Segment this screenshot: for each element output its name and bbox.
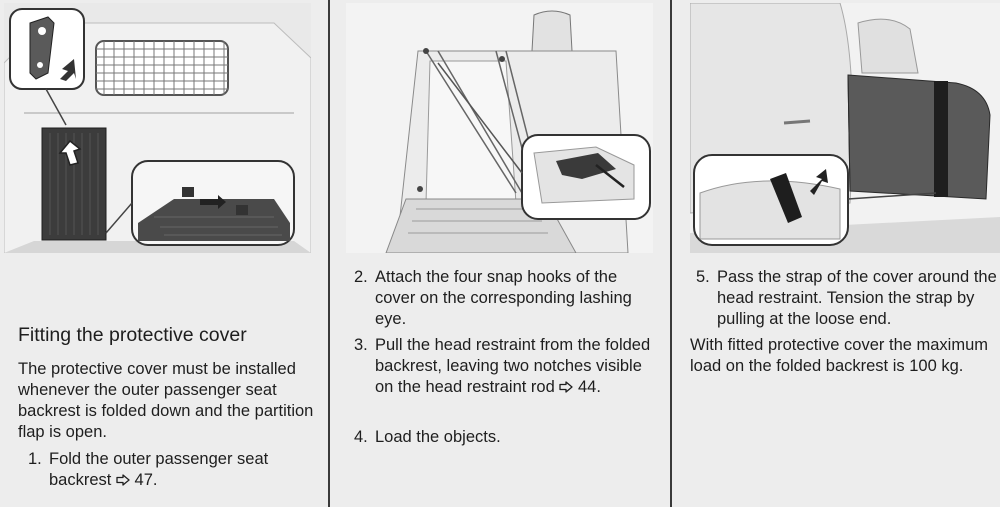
page-reference[interactable]: 44. [559,378,601,396]
step-number: 2. [354,268,368,286]
step-text: Fold the outer passenger seat backrest [49,450,269,489]
page-ref-arrow-icon [559,381,573,393]
step-number: 3. [354,336,368,354]
right-column [672,0,1000,507]
step-text: Attach the four snap hooks of the cover on the corresponding lashing eye. [375,268,632,328]
step-1 [28,449,318,491]
step-text: Pass the strap of the cover around the head restraint. Tension the strap by pulling at the loose end. [717,268,997,328]
page-ref-arrow-icon [116,474,130,486]
detail-inset [522,135,650,219]
step-number: 4. [354,428,368,446]
middle-column [330,0,670,507]
section-title: Fitting the protective cover [18,324,247,346]
intro-paragraph: The protective cover must be installed whenever the outer passenger seat backrest is folded down and the partition flap is open. [18,360,314,441]
step-4 [354,427,658,448]
step-text: Load the objects. [375,428,501,446]
step-5 [696,267,1000,330]
step-number: 5. [696,268,710,286]
detail-inset [132,161,294,245]
step-text: Pull the head restraint from the folded backrest, leaving two notches visible on the head restraint rod [375,336,651,396]
strap-illustration [690,3,1000,253]
detail-inset [10,9,84,89]
load-note: With fitted protective cover the maximum load on the folded backrest is 100 kg. [690,336,989,375]
snap-hooks-illustration [346,3,653,253]
left-column [0,0,328,507]
detail-inset [694,155,848,245]
step-2 [354,267,658,330]
grille-window [96,41,228,95]
page-reference[interactable]: 47. [116,471,158,489]
partition-illustration [4,3,311,253]
step-3 [354,335,658,398]
step-number: 1. [28,450,42,468]
